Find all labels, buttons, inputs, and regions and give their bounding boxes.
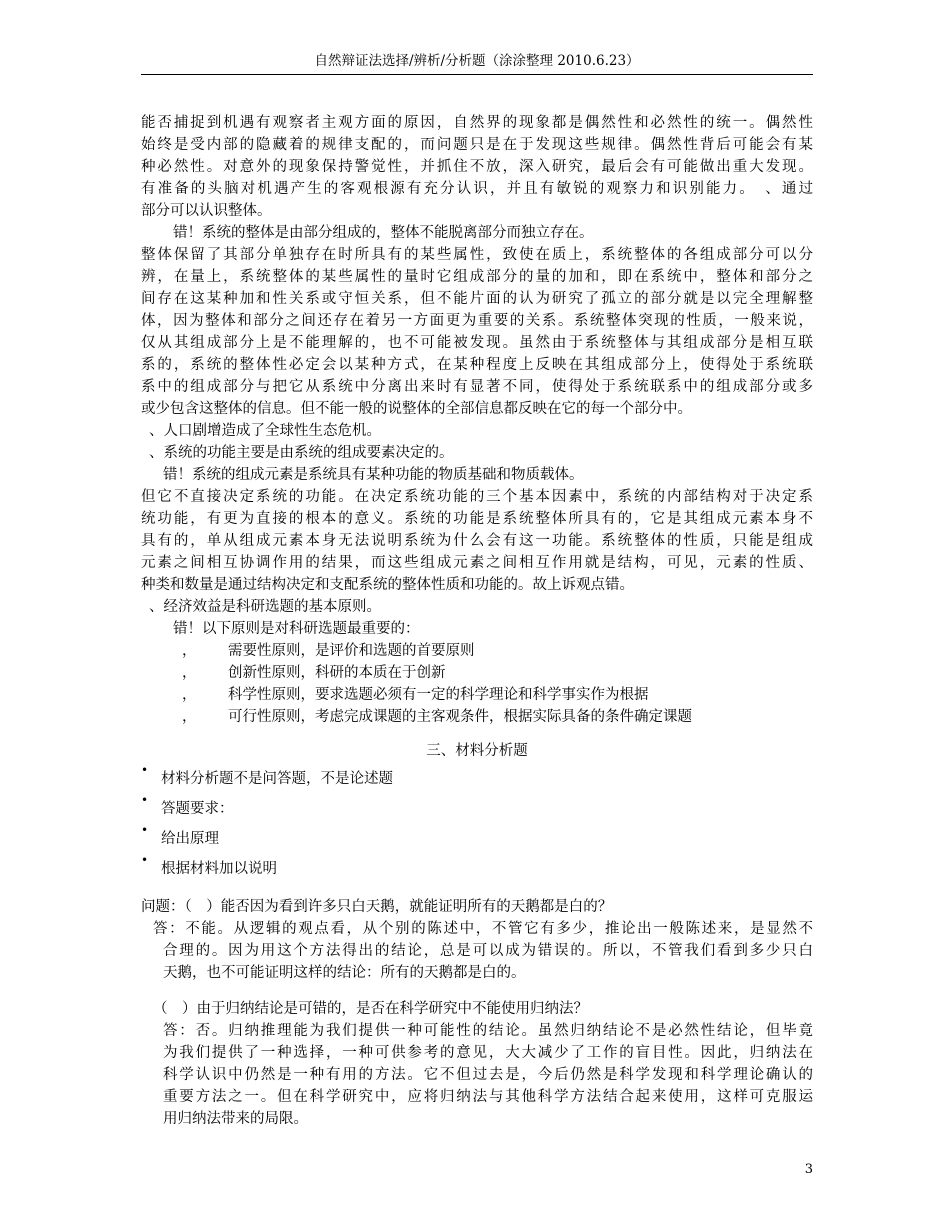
paragraph-line: 仅从其组成部分上是不能理解的，也不可能被发现。虽然由于系统整体与其组成部分是相互联 — [141, 335, 813, 351]
paragraph-line: 有准备的头脑对机遇产生的客观根源有充分认识，并且有敏锐的观察力和识别能力。 、通过 — [141, 181, 813, 197]
page-number: 3 — [804, 1162, 813, 1177]
criterion-item: ， 创新性原则，科研的本质在于创新 — [182, 665, 446, 681]
paragraph-line: 体，因为整体和部分之间还存在着另一方面更为重要的关系。系统整体突现的性质，一般来说， — [141, 313, 813, 329]
running-header: 自然辩证法选择/辨析/分析题（涂涂整理 2010.6.23） — [314, 53, 640, 69]
paragraph-line: 辨，在量上，系统整体的某些属性的量时它组成部分的量的加和，即在系统中，整体和部分之 — [141, 269, 813, 285]
section-heading: 三、材料分析题 — [426, 743, 528, 759]
paragraph-line: 或少包含这整体的信息。但不能一般的说整体的全部信息都反映在它的每一个部分中。 — [141, 401, 692, 417]
answer-line: 为我们提供了一种选择，一种可供参考的意见，大大减少了工作的盲目性。因此，归纳法在 — [163, 1045, 813, 1061]
paragraph-line: 系中的组成部分与把它从系统中分离出来时有显著不同，使得处于系统联系中的组成部分或多 — [141, 379, 813, 395]
verdict-line: 错！系统的组成元素是系统具有某种功能的物质基础和物质载体。 — [163, 467, 584, 483]
bullet-icon: • — [141, 823, 149, 837]
verdict-line: 错！系统的整体是由部分组成的，整体不能脱离部分而独立存在。 — [173, 225, 594, 241]
answer-line: 重要方法之一。但在科学研究中，应将归纳法与其他科学方法结合起来使用，这样可克服运 — [163, 1089, 813, 1105]
statement-line: 、系统的功能主要是由系统的组成要素决定的。 — [149, 445, 454, 461]
paragraph-line: 具有的，单从组成元素本身无法说明系统为什么会有这一功能。系统整体的性质，只能是组成 — [141, 533, 813, 549]
paragraph-line: 能否捕捉到机遇有观察者主观方面的原因，自然界的现象都是偶然性和必然性的统一。偶然性 — [141, 115, 813, 131]
answer-line: 答：不能。从逻辑的观点看，从个别的陈述中，不管它有多少，推论出一般陈述来，是显然不 — [153, 921, 813, 937]
bullet-icon: • — [141, 793, 149, 807]
criterion-item: ， 需要性原则，是评价和选题的首要原则 — [182, 643, 475, 659]
paragraph-line: 统功能，有更为直接的根本的意义。系统的功能是系统整体所具有的，它是其组成元素本身不 — [141, 511, 813, 527]
paragraph-line: 种必然性。对意外的现象保持警觉性，并抓住不放，深入研究，最后会有可能做出重大发现。 — [141, 159, 813, 175]
paragraph-line: 系的，系统的整体性必定会以某种方式，在某种程度上反映在其组成部分上，使得处于系统联 — [141, 357, 813, 373]
page-body — [141, 112, 813, 1130]
answer-line: 天鹅，也不可能证明这样的结论：所有的天鹅都是白的。 — [163, 965, 526, 981]
statement-line: 、经济效益是科研选题的基本原则。 — [149, 599, 381, 615]
paragraph-line: 元素之间相互协调作用的结果，而这些组成元素之间相互作用就是结构，可见，元素的性质、 — [141, 555, 813, 571]
bullet-item: • 答题要求： — [141, 793, 234, 817]
bullet-icon: • — [141, 853, 149, 867]
criterion-item: ， 科学性原则，要求选题必须有一定的科学理论和科学事实作为根据 — [182, 687, 649, 703]
bullet-item: • 根据材料加以说明 — [141, 853, 277, 877]
answer-line: 科学认识中仍然是一种有用的方法。它不但过去是，今后仍然是科学发现和科学理论确认的 — [163, 1067, 813, 1083]
paragraph-line: 部分可以认识整体。 — [141, 203, 272, 219]
question-line: 问题：（ ）能否因为看到许多只白天鹅，就能证明所有的天鹅都是白的？ — [141, 899, 613, 915]
header-rule — [141, 74, 813, 75]
bullet-icon: • — [141, 763, 149, 777]
criterion-item: ， 可行性原则，考虑完成课题的主客观条件，根据实际具备的条件确定课题 — [182, 709, 692, 725]
answer-line: 答：否。归纳推理能为我们提供一种可能性的结论。虽然归纳结论不是必然性结论，但毕竟 — [163, 1023, 813, 1039]
verdict-line: 错！以下原则是对科研选题最重要的： — [173, 621, 420, 637]
statement-line: 、人口剧增造成了全球性生态危机。 — [149, 423, 381, 439]
paragraph-line: 始终是受内部的隐藏着的规律支配的，而问题只是在于发现这些规律。偶然性背后可能会有某 — [141, 137, 813, 153]
paragraph-line: 种类和数量是通过结构决定和支配系统的整体性质和功能的。故上诉观点错。 — [141, 577, 634, 593]
answer-line: 用归纳法带来的局限。 — [163, 1111, 308, 1127]
answer-line: 合理的。因为用这个方法得出的结论，总是可以成为错误的。所以，不管我们看到多少只白 — [163, 943, 813, 959]
paragraph-line: 但它不直接决定系统的功能。在决定系统功能的三个基本因素中，系统的内部结构对于决定系 — [141, 489, 813, 505]
bullet-item: • 给出原理 — [141, 823, 219, 847]
bullet-item: • 材料分析题不是问答题，不是论述题 — [141, 763, 393, 787]
paragraph-line: 整体保留了其部分单独存在时所具有的某些属性，致使在质上，系统整体的各组成部分可以分 — [141, 247, 813, 263]
paragraph-line: 间存在这某种加和性关系或守恒关系，但不能片面的认为研究了孤立的部分就是以完全理解整 — [141, 291, 813, 307]
question-line: （ ）由于归纳结论是可错的，是否在科学研究中不能使用归纳法？ — [153, 1001, 588, 1017]
